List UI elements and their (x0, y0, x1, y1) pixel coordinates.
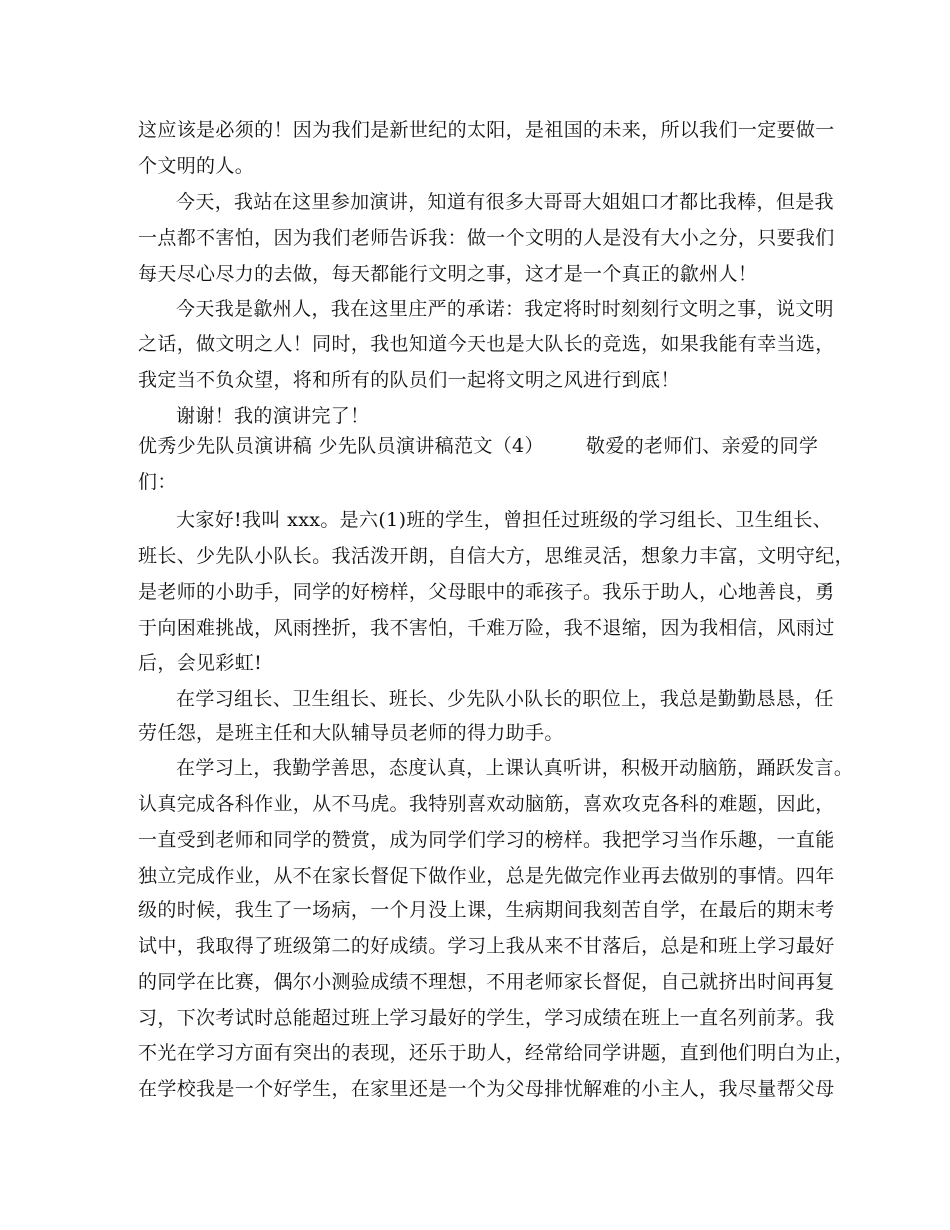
text-line: 我定当不负众望，将和所有的队员们一起将文明之风进行到底！ (138, 369, 680, 391)
text-line: 不光在学习方面有突出的表现，还乐于助人，经常给同学讲题，直到他们明白为止， (138, 1042, 854, 1064)
text-line: 这应该是必须的！因为我们是新世纪的太阳，是祖国的未来，所以我们一定要做一 (138, 119, 835, 141)
text-line: 是老师的小助手，同学的好榜样，父母眼中的乖孩子。我乐于助人，心地善良，勇 (138, 581, 835, 603)
text-line: 试中，我取得了班级第二的好成绩。学习上我从来不甘落后，总是和班上学习最好 (138, 935, 835, 957)
text-line: 个文明的人。 (138, 155, 255, 177)
text-line: 认真完成各科作业，从不马虎。我特别喜欢动脑筋，喜欢攻克各科的难题，因此， (138, 793, 835, 815)
text-line: 习，下次考试时总能超过班上学习最好的学生，学习成绩在班上一直名列前茅。我 (138, 1007, 835, 1029)
text-line: 们： (138, 471, 177, 493)
salutation: 敬爱的老师们、亲爱的同学 (586, 435, 819, 457)
text-line: 后，会见彩虹! (138, 652, 263, 674)
text-line: 的同学在比赛，偶尔小测验成绩不理想，不用老师家长督促，自己就挤出时间再复 (138, 971, 835, 993)
text-line: 今天，我站在这里参加演讲，知道有很多大哥哥大姐姐口才都比我棒，但是我 (176, 191, 834, 213)
text-line: 之话，做文明之人！同时，我也知道今天也是大队长的竞选，如果我能有幸当选， (138, 333, 835, 355)
text-line: 劳任怨，是班主任和大队辅导员老师的得力助手。 (138, 722, 564, 744)
text-line: 一直受到老师和同学的赞赏，成为同学们学习的榜样。我把学习当作乐趣，一直能 (138, 829, 835, 851)
text-line: 每天尽心尽力的去做，每天都能行文明之事，这才是一个真正的歙州人！ (138, 263, 758, 285)
section-heading: 优秀少先队员演讲稿 少先队员演讲稿范文（4） (138, 435, 544, 457)
text-line: 班长、少先队小队长。我活泼开朗，自信大方，思维灵活，想象力丰富，文明守纪， (138, 545, 854, 567)
text-line: 在学习上，我勤学善思，态度认真，上课认真听讲，积极开动脑筋，踊跃发言。 (176, 757, 854, 779)
text-line: 级的时候，我生了一场病，一个月没上课，生病期间我刻苦自学，在最后的期末考 (138, 899, 835, 921)
text-line: 谢谢！我的演讲完了！ (176, 405, 370, 427)
text-line: 大家好!我叫 xxx。是六(1)班的学生，曾担任过班级的学习组长、卫生组长、 (176, 509, 833, 531)
text-line: 于向困难挑战，风雨挫折，我不害怕，千难万险，我不退缩，因为我相信，风雨过 (138, 617, 835, 639)
text-line: 今天我是歙州人，我在这里庄严的承诺：我定将时时刻刻行文明之事，说文明 (176, 298, 834, 320)
text-line: 一点都不害怕，因为我们老师告诉我：做一个文明的人是没有大小之分，只要我们 (138, 227, 835, 249)
text-line: 在学习组长、卫生组长、班长、少先队小队长的职位上，我总是勤勤恳恳，任 (176, 688, 834, 710)
text-line: 在学校我是一个好学生，在家里还是一个为父母排忧解难的小主人，我尽量帮父母 (138, 1078, 835, 1100)
text-line: 独立完成作业，从不在家长督促下做作业，总是先做完作业再去做别的事情。四年 (138, 865, 835, 887)
